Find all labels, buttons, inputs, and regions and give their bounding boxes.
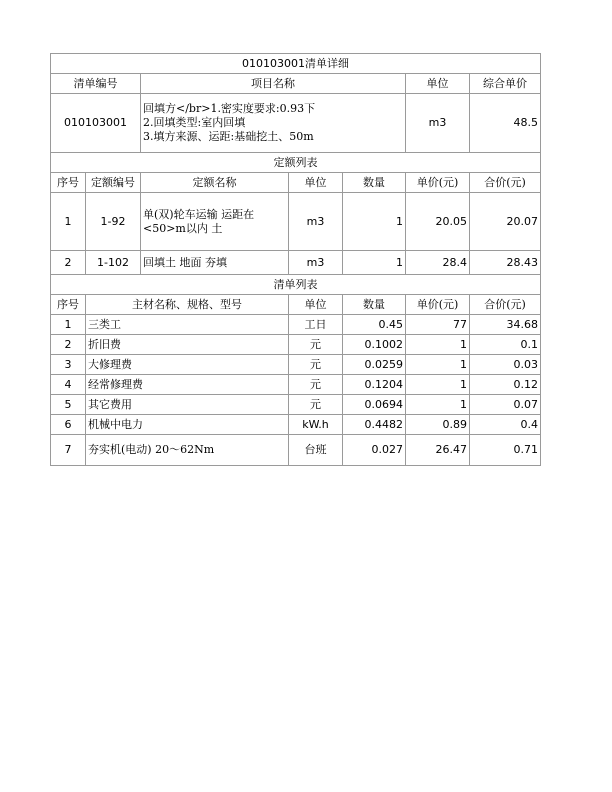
quota-code: 1-102 — [86, 251, 141, 275]
material-name: 经常修理费 — [86, 375, 289, 395]
material-unit: 工日 — [289, 315, 343, 335]
material-unit: 元 — [289, 375, 343, 395]
material-unit-price: 0.89 — [406, 415, 470, 435]
material-seq: 7 — [51, 435, 86, 466]
material-qty: 0.0694 — [343, 395, 406, 415]
table-row — [51, 435, 541, 466]
material-name: 折旧费 — [86, 335, 289, 355]
quota-code-header: 定额编号 — [86, 173, 141, 193]
item-unit: m3 — [406, 94, 470, 153]
bill-detail-table — [50, 53, 541, 466]
material-qty: 0.0259 — [343, 355, 406, 375]
table-row — [51, 375, 541, 395]
material-qty: 0.1002 — [343, 335, 406, 355]
material-qty-header: 数量 — [343, 295, 406, 315]
material-unit-price: 26.47 — [406, 435, 470, 466]
material-seq-header: 序号 — [51, 295, 86, 315]
material-unit-price: 1 — [406, 375, 470, 395]
material-unit: 元 — [289, 355, 343, 375]
quota-seq-header: 序号 — [51, 173, 86, 193]
item-price-header: 综合单价 — [470, 74, 541, 94]
quota-total-header: 合价(元) — [470, 173, 541, 193]
quota-unit: m3 — [289, 193, 343, 251]
quota-total: 28.43 — [470, 251, 541, 275]
material-total-header: 合价(元) — [470, 295, 541, 315]
item-name-header: 项目名称 — [141, 74, 406, 94]
material-name-header: 主材名称、规格、型号 — [86, 295, 289, 315]
quota-name — [141, 193, 289, 251]
quota-qty: 1 — [343, 251, 406, 275]
table-title: 010103001清单详细 — [51, 54, 541, 74]
material-qty: 0.4482 — [343, 415, 406, 435]
item-code: 010103001 — [51, 94, 141, 153]
table-row — [51, 315, 541, 335]
material-seq: 6 — [51, 415, 86, 435]
material-name: 夯实机(电动) 20～62Nm — [86, 435, 289, 466]
material-seq: 4 — [51, 375, 86, 395]
quota-name-line-2: <50>m以内 土 — [143, 221, 223, 235]
quota-name-line-1: 单(双)轮车运输 运距在 — [143, 207, 255, 221]
material-unit-price: 77 — [406, 315, 470, 335]
quota-qty: 1 — [343, 193, 406, 251]
quota-unit: m3 — [289, 251, 343, 275]
material-total: 0.4 — [470, 415, 541, 435]
material-unit-header: 单位 — [289, 295, 343, 315]
material-name: 大修理费 — [86, 355, 289, 375]
quota-unit-header: 单位 — [289, 173, 343, 193]
item-name-line-3: 3.填方来源、运距:基础挖土、50m — [143, 130, 314, 143]
item-name — [141, 94, 406, 153]
material-name: 机械中电力 — [86, 415, 289, 435]
quota-unit-price: 20.05 — [406, 193, 470, 251]
material-name: 三类工 — [86, 315, 289, 335]
item-code-header: 清单编号 — [51, 74, 141, 94]
material-qty: 0.1204 — [343, 375, 406, 395]
quota-qty-header: 数量 — [343, 173, 406, 193]
table-row — [51, 193, 541, 251]
table-row — [51, 415, 541, 435]
material-section-title: 清单列表 — [51, 275, 541, 295]
table-row — [51, 251, 541, 275]
material-total: 0.03 — [470, 355, 541, 375]
quota-seq: 2 — [51, 251, 86, 275]
item-name-line-1: 回填方</br>1.密实度要求:0.93下 — [143, 102, 316, 115]
quota-name: 回填土 地面 夯填 — [141, 251, 289, 275]
material-qty: 0.027 — [343, 435, 406, 466]
quota-total: 20.07 — [470, 193, 541, 251]
quota-name-header: 定额名称 — [141, 173, 289, 193]
material-total: 0.12 — [470, 375, 541, 395]
material-unit-price: 1 — [406, 355, 470, 375]
table-row — [51, 395, 541, 415]
material-unit: 元 — [289, 335, 343, 355]
material-unit-price: 1 — [406, 335, 470, 355]
item-price: 48.5 — [470, 94, 541, 153]
table-row — [51, 335, 541, 355]
material-total: 0.71 — [470, 435, 541, 466]
quota-code: 1-92 — [86, 193, 141, 251]
item-name-line-2: 2.回填类型:室内回填 — [143, 116, 246, 129]
material-seq: 3 — [51, 355, 86, 375]
item-unit-header: 单位 — [406, 74, 470, 94]
material-total: 34.68 — [470, 315, 541, 335]
material-seq: 2 — [51, 335, 86, 355]
quota-seq: 1 — [51, 193, 86, 251]
material-total: 0.07 — [470, 395, 541, 415]
quota-unit-price-header: 单价(元) — [406, 173, 470, 193]
material-seq: 5 — [51, 395, 86, 415]
quota-unit-price: 28.4 — [406, 251, 470, 275]
material-name: 其它费用 — [86, 395, 289, 415]
material-unit-price-header: 单价(元) — [406, 295, 470, 315]
material-unit-price: 1 — [406, 395, 470, 415]
material-qty: 0.45 — [343, 315, 406, 335]
material-total: 0.1 — [470, 335, 541, 355]
material-unit: 台班 — [289, 435, 343, 466]
quota-section-title: 定额列表 — [51, 153, 541, 173]
material-seq: 1 — [51, 315, 86, 335]
material-unit: kW.h — [289, 415, 343, 435]
material-unit: 元 — [289, 395, 343, 415]
table-row — [51, 355, 541, 375]
